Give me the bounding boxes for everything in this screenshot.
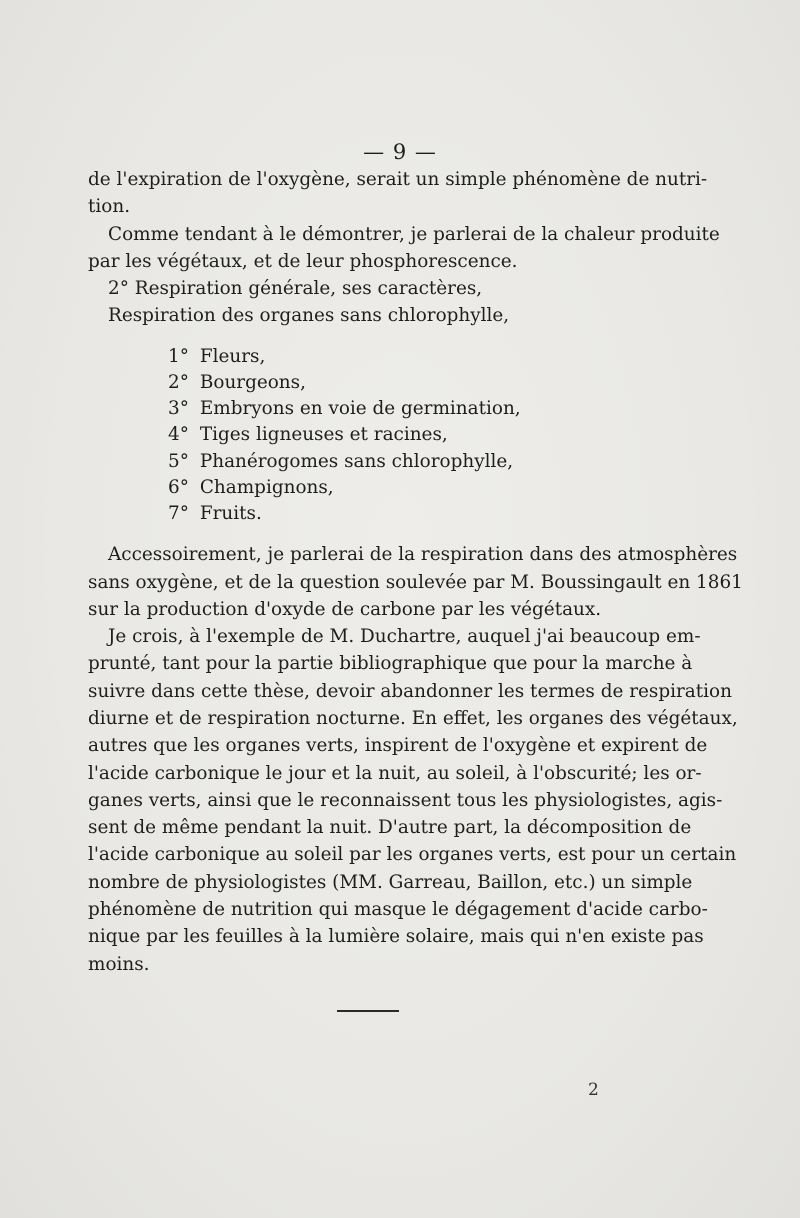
list-item-number: 7°	[168, 503, 189, 524]
paragraph-3	[88, 275, 682, 302]
text-line: sur la production d'oxyde de carbone par les végétaux.	[88, 598, 602, 620]
paragraph-1	[88, 166, 708, 221]
list-item	[168, 501, 682, 527]
text-line: 2° Respiration générale, ses caractères,	[108, 278, 483, 300]
list-item-number: 3°	[168, 398, 189, 420]
paragraph-5	[88, 541, 743, 623]
list-item-number: 2°	[168, 371, 189, 393]
text-line: Respiration des organes sans chlorophylle,	[108, 305, 510, 327]
text-line: nique par les feuilles à la lumière solaire, mais qui n'en existe pas	[88, 926, 704, 948]
text-line: autres que les organes verts, inspirent de l'oxygène et expirent de	[88, 735, 708, 757]
list-item-text: Tiges ligneuses et racines,	[199, 424, 448, 446]
list-item-text: Embryons en voie de germination,	[199, 398, 521, 420]
list-item	[168, 344, 682, 370]
section-divider	[337, 1010, 399, 1012]
text-line: sans oxygène, et de la question soulevée par M. Boussingault en 1861	[88, 571, 743, 593]
text-line: prunté, tant pour la partie bibliographique que pour la marche à	[88, 653, 693, 675]
list-item-number: 1°	[168, 345, 189, 367]
list-item-text: Fleurs,	[199, 345, 266, 367]
text-line: par les végétaux, et de leur phosphorescence.	[88, 250, 518, 272]
list-item	[168, 370, 682, 396]
list-item	[168, 396, 682, 422]
list-item-number: 4°	[168, 424, 189, 446]
list-item-number: 5°	[168, 450, 189, 472]
paragraph-6	[88, 623, 738, 978]
text-line: Je crois, à l'exemple de M. Duchartre, auquel j'ai beaucoup em-	[108, 626, 701, 648]
list-item-text: Phanérogomes sans chlorophylle,	[199, 450, 514, 472]
list-item-text: Bourgeons,	[199, 371, 306, 393]
list-item-number: 6°	[168, 476, 189, 498]
text-line: ganes verts, ainsi que le reconnaissent tous les physiologistes, agis-	[88, 789, 723, 811]
text-line: phénomène de nutrition qui masque le dégagement d'acide carbo-	[88, 899, 708, 921]
text-line: diurne et de respiration nocturne. En effet, les organes des végétaux,	[88, 707, 738, 729]
text-line: suivre dans cette thèse, devoir abandonner les termes de respiration	[88, 680, 732, 702]
text-line: tion.	[88, 196, 131, 218]
body-text	[88, 166, 743, 978]
text-line: nombre de physiologistes (MM. Garreau, Baillon, etc.) un simple	[88, 871, 693, 893]
organ-list	[168, 344, 682, 527]
list-item	[168, 449, 682, 475]
text-line: Accessoirement, je parlerai de la respiration dans des atmosphères	[108, 544, 738, 566]
signature-mark: 2	[588, 1080, 599, 1100]
text-line: Comme tendant à le démontrer, je parlerai de la chaleur produite	[108, 223, 720, 245]
list-item-text: Fruits.	[199, 503, 262, 524]
text-line: l'acide carbonique au soleil par les organes verts, est pour un certain	[88, 844, 737, 866]
text-line: de l'expiration de l'oxygène, serait un simple phénomène de nutri-	[88, 169, 708, 190]
page-number: — 9 —	[363, 140, 437, 164]
list-item-text: Champignons,	[199, 476, 334, 498]
paragraph-4	[88, 302, 682, 329]
paragraph-2	[88, 221, 720, 276]
list-item	[168, 422, 682, 448]
list-item	[168, 475, 682, 501]
text-line: l'acide carbonique le jour et la nuit, au soleil, à l'obscurité; les or-	[88, 762, 702, 784]
text-line: sent de même pendant la nuit. D'autre part, la décomposition de	[88, 817, 692, 839]
text-line: moins.	[88, 953, 150, 975]
